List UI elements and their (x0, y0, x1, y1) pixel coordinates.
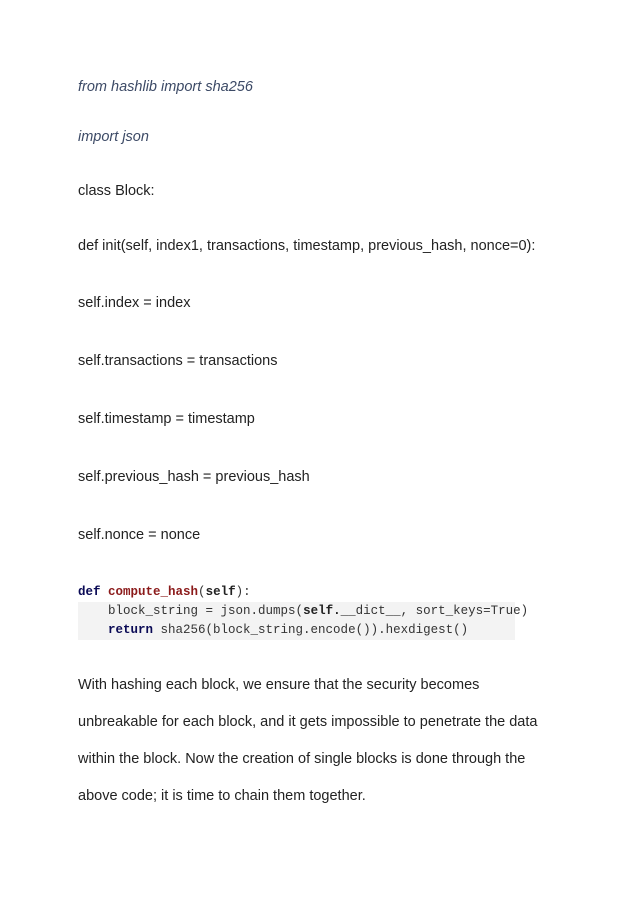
code-line-block-string (78, 602, 529, 621)
init-definition: def init(self, index1, transactions, timestamp, previous_hash, nonce=0): (78, 238, 536, 254)
code-self: self (205, 585, 236, 599)
code-lhs: block_string = json.dumps( (108, 604, 304, 618)
assignment-nonce: self.nonce = nonce (78, 527, 201, 543)
code-paren: ( (198, 585, 206, 599)
assignment-previous-hash: self.previous_hash = previous_hash (78, 469, 310, 485)
assignment-index: self.index = index (78, 295, 191, 311)
paragraph-line-3: within the block. Now the creation of single blocks is done through the (78, 751, 526, 767)
paragraph-line-1: With hashing each block, we ensure that the security becomes (78, 677, 480, 693)
paragraph-line-2: unbreakable for each block, and it gets impossible to penetrate the data (78, 714, 538, 730)
code-def-end: ): (235, 585, 251, 599)
code-self-ref: self. (303, 604, 341, 618)
paragraph-line-4: above code; it is time to chain them together. (78, 788, 366, 804)
code-indent (78, 623, 108, 637)
code-indent (78, 604, 108, 618)
assignment-timestamp: self.timestamp = timestamp (78, 411, 255, 427)
code-keyword-def: def (78, 585, 101, 599)
assignment-transactions: self.transactions = transactions (78, 353, 278, 369)
code-keyword-return: return (108, 623, 154, 637)
import-line-hashlib: from hashlib import sha256 (78, 79, 253, 95)
code-line-def (78, 583, 515, 602)
code-dict-args: __dict__, sort_keys=True) (340, 604, 529, 618)
code-function-name: compute_hash (108, 585, 199, 599)
import-line-json: import json (78, 129, 149, 145)
code-line-return (78, 621, 515, 640)
code-block (78, 583, 529, 640)
class-declaration: class Block: (78, 183, 155, 199)
code-return-expr: sha256(block_string.encode()).hexdigest() (153, 623, 469, 637)
